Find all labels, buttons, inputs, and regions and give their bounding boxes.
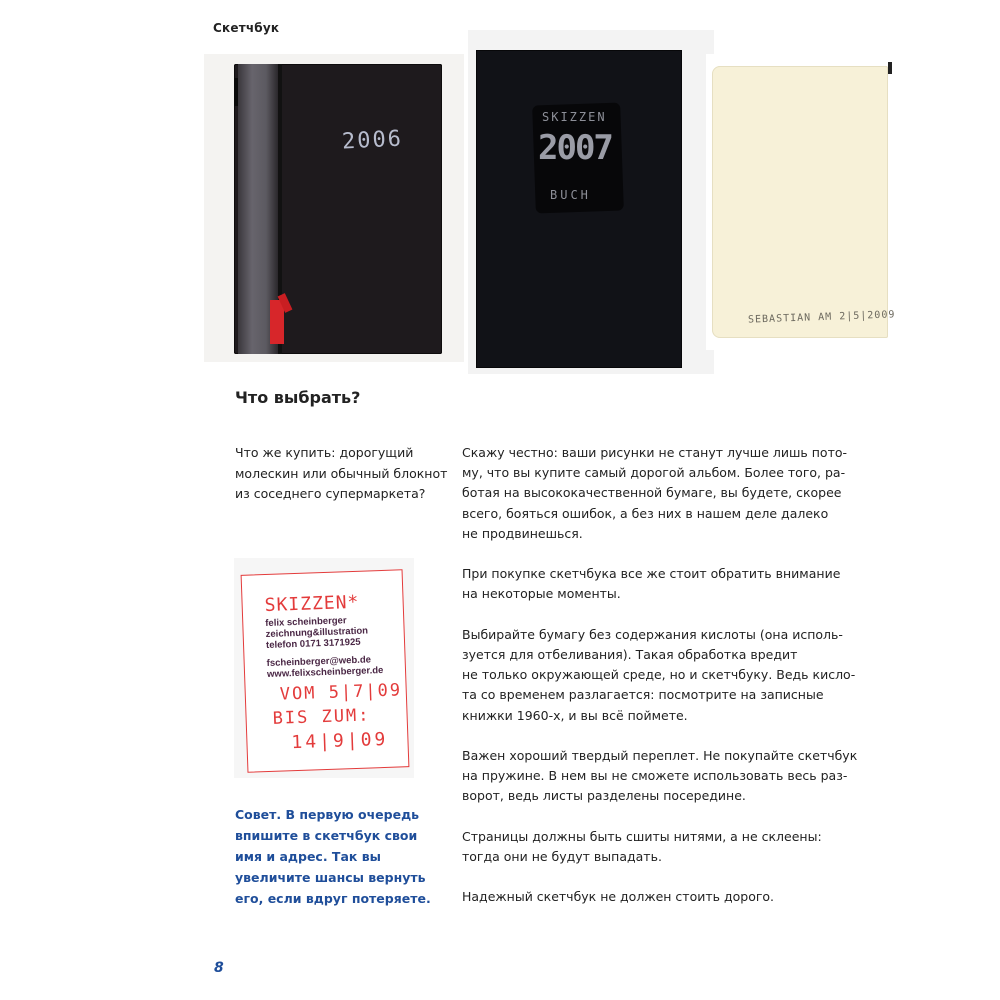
paragraph (462, 443, 848, 544)
cover-label-year: 2007 (538, 128, 612, 168)
card-print-line: zeichnung&illustration (265, 625, 369, 641)
text-line: При покупке скетчбука все же стоит обратить внимание (462, 566, 841, 582)
text-line: на пружине. В нем вы не сможете использовать весь раз- (462, 768, 848, 784)
tip-line: имя и адрес. Так вы (235, 849, 381, 864)
page-number: 8 (214, 960, 224, 976)
text-line: Страницы должны быть сшиты нитями, а не склеены: (462, 828, 822, 844)
text-line: Выбирайте бумагу без содержания кислоты (она исполь- (462, 626, 843, 642)
tip-line: Совет. В первую очередь (235, 807, 420, 822)
photo-notebook-2006 (204, 54, 464, 362)
photo-notebook-2007 (468, 30, 714, 374)
cover-label-top: SKIZZEN (542, 110, 607, 124)
tip-line: его, если вдруг потеряете. (235, 891, 431, 906)
card-print-line: www.felixscheinberger.de (266, 664, 384, 681)
card-print-line: felix scheinberger (265, 615, 347, 630)
paragraph (462, 625, 856, 726)
section-title: Что выбрать? (235, 388, 361, 407)
cover-handwriting-cream: SEBASTIAN AM 2|5|2009 (747, 309, 896, 326)
running-head: Скетчбук (213, 21, 280, 35)
text-line: Важен хороший твердый переплет. Не покупайте скетчбук (462, 748, 858, 763)
paragraph (462, 564, 842, 604)
tip-line: впишите в скетчбук свои (235, 828, 418, 843)
notebook-2007 (476, 50, 682, 368)
intro-line: Что же купить: дорогущий (235, 445, 414, 460)
text-line: му, что вы купите самый дорогой альбом. Более того, ра- (462, 465, 846, 481)
intro-line: из соседнего супермаркета? (235, 486, 426, 501)
text-line: тогда они не будут выпадать. (462, 849, 662, 864)
text-line: не только окружающей среде, но и скетчбуку. Ведь кисло- (462, 667, 856, 683)
paragraph (462, 827, 842, 867)
text-line: на некоторые моменты. (462, 586, 621, 602)
address-card (241, 569, 410, 773)
intro-line: молескин или обычный блокнот (235, 465, 448, 481)
intro-question (235, 443, 448, 505)
text-line: та со временем разлагается: посмотрите на записные (462, 687, 824, 703)
card-hand-line: BIS ZUM: (272, 705, 371, 729)
text-line: ворот, ведь листы разделены посередине. (462, 788, 746, 804)
text-line: не продвинешься. (462, 525, 583, 541)
card-hand-line: 14|9|09 (291, 728, 389, 754)
card-title: SKIZZEN* (264, 591, 360, 617)
notebook-band (888, 62, 892, 74)
tip-note (235, 804, 431, 909)
text-line: Скажу честно: ваши рисунки не станут лучше лишь пото- (462, 445, 848, 460)
cover-label-bottom: BUCH (550, 188, 591, 202)
text-line: всего, бояться ошибок, а без них в нашем деле далеко (462, 505, 829, 521)
body-text (462, 443, 858, 928)
photo-notebook-cream (706, 54, 896, 350)
paragraph (462, 746, 858, 807)
text-line: книжки 1960-х, и вы всё поймете. (462, 707, 688, 723)
tip-line: увеличите шансы вернуть (235, 870, 426, 885)
card-print-line: fscheinberger@web.de (266, 654, 372, 670)
paragraph (462, 887, 842, 907)
text-line: ботая на высококачественной бумаге, вы будете, скорее (462, 485, 842, 501)
card-print-line: telefon 0171 3171925 (265, 636, 361, 652)
notebook-cream (712, 66, 896, 338)
card-hand-line: VOM 5|7|09 (279, 680, 403, 705)
cover-handwriting-2006: 2006 (341, 126, 404, 155)
text-line: Надежный скетчбук не должен стоить дорого. (462, 889, 775, 905)
text-line: зуется для отбеливания). Такая обработка вредит (462, 647, 798, 662)
photo-address-card (234, 558, 414, 778)
notebook-2006 (234, 64, 442, 354)
